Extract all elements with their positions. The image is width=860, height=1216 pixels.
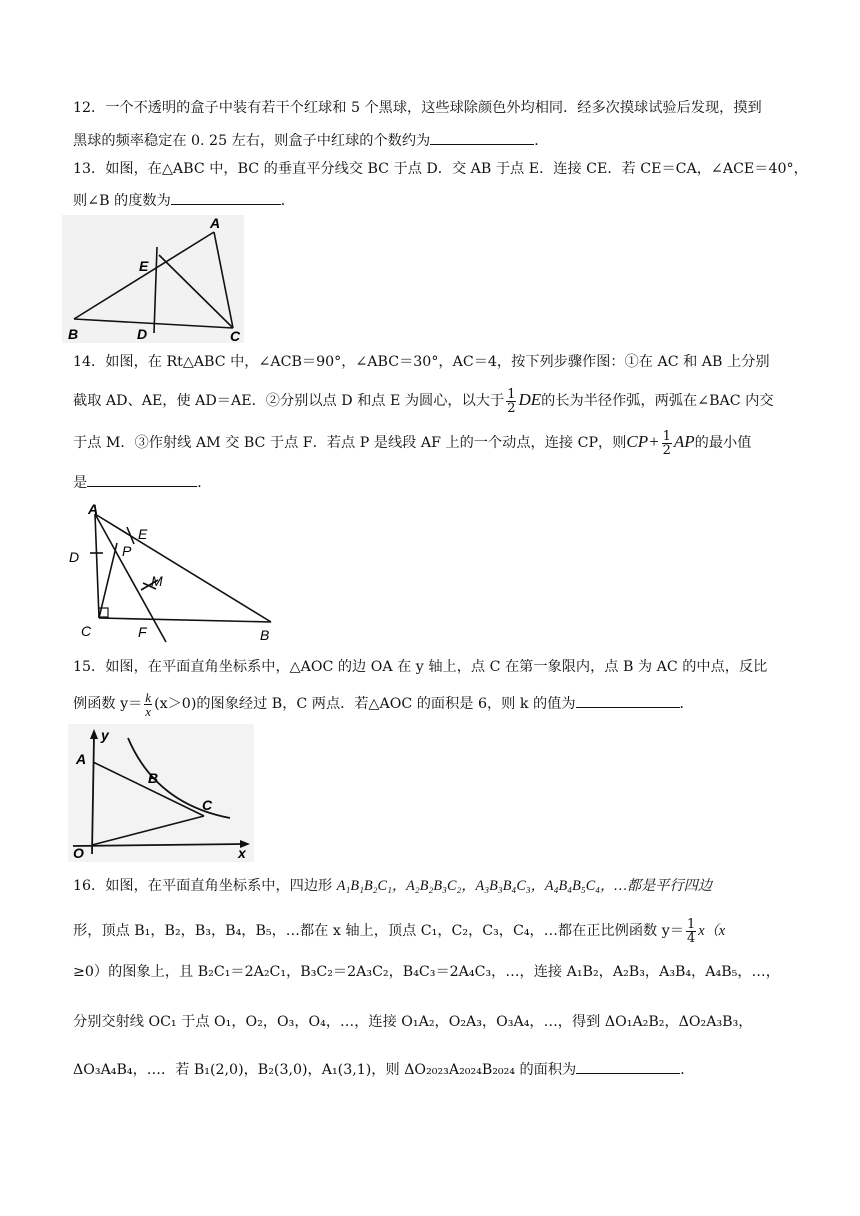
- q14-arc-mark-e: [127, 527, 134, 544]
- q14-line2c: 的长为半径作弧，两弧在∠BAC 内交: [541, 393, 774, 409]
- q16-line3: ≥0）的图象上，且 B₂C₁＝2A₂C₁，B₃C₂＝2A₃C₂，B₄C₃＝2A₄C₃，…，连接 A₁B₂，A₂B₃，A₃B₄，A₄B₅，…，: [73, 964, 780, 980]
- q14-label-a: A: [88, 501, 99, 517]
- q15-k-over-x: [144, 691, 152, 718]
- q16-line2b: x（x: [698, 923, 726, 939]
- q16-one-quarter: [686, 918, 696, 945]
- q14-label-e: E: [138, 526, 148, 542]
- q14-label-f: F: [138, 624, 147, 640]
- q16-end: ．: [680, 1062, 695, 1078]
- q13-label-b: B: [68, 326, 79, 342]
- q13-label-d: D: [137, 326, 148, 342]
- q15-end: ．: [679, 696, 694, 712]
- q12-line1: 12．一个不透明的盒子中装有若干个红球和 5 个黑球，这些球除颜色外均相同．经多次摸球试验后发现，摸到: [73, 100, 762, 116]
- q12-line2-text: 黑球的频率稳定在 0. 25 左右，则盒子中红球的个数约为: [73, 133, 431, 149]
- q16-line5a: ΔO₃A₄B₄，…．若 B₁(2,0)，B₂(3,0)，A₁(3,1)，则 ΔO₂₀₂₃A₂₀₂₄B₂₀₂₄ 的面积为: [73, 1062, 577, 1078]
- q14-line4: [73, 471, 211, 493]
- q14-figure: [64, 500, 282, 644]
- q15-label-o: O: [73, 845, 84, 861]
- q16-line1a: 16．如图，在平面直角坐标系中，四边形: [73, 878, 337, 894]
- q13-line2: [73, 189, 295, 211]
- q14-de: DE: [518, 390, 542, 409]
- q15-line2c: 的图象经过 B，C 两点．若△AOC 的面积是 6，则 k 的值为: [196, 696, 576, 712]
- q15-label-x: x: [238, 845, 246, 861]
- q16-line4: 分别交射线 OC₁ 于点 O₁，O₂，O₃，O₄，…，连接 O₁A₂，O₂A₃，O₃A₄，…，得到 ΔO₁A₂B₂，ΔO₂A₃B₃，: [73, 1014, 753, 1030]
- q14-segment-cb: [99, 618, 271, 622]
- q14-segment-cp: [99, 543, 117, 618]
- q15-figure: [68, 724, 254, 862]
- q13-figure: [62, 215, 244, 343]
- q15-label-a: A: [76, 751, 87, 767]
- q15-figure-bg: [68, 724, 254, 862]
- q15-label-b: B: [148, 770, 159, 786]
- q14-label-b: B: [260, 627, 270, 643]
- q14-segment-ac: [95, 514, 99, 618]
- q14-line4-text: 是: [73, 475, 88, 491]
- q14-half-fraction-2: [662, 430, 672, 457]
- q14-cp: CP+: [626, 432, 660, 451]
- q16-line2: [73, 914, 725, 948]
- q16-line1: [73, 876, 712, 896]
- q13-answer-blank[interactable]: [171, 189, 281, 205]
- q12-end: ．: [534, 133, 549, 149]
- q14-line3: [73, 425, 751, 460]
- q14-label-c: C: [81, 623, 92, 639]
- q16-frac-den: 4: [686, 930, 696, 946]
- q14-end: ．: [197, 475, 212, 491]
- q16-line5: [73, 1058, 694, 1080]
- q14-segment-ab: [95, 514, 271, 622]
- q14-ap: AP: [673, 432, 695, 451]
- q15-frac-num: k: [145, 689, 152, 705]
- q15-label-y: y: [101, 727, 109, 743]
- q16-frac-num: 1: [686, 916, 696, 932]
- q16-line2a: 形，顶点 B₁，B₂，B₃，B₄，B₅，…都在 x 轴上，顶点 C₁，C₂，C₃，C₄，…都在正比例函数 y＝: [73, 923, 684, 939]
- q14-line2: [73, 383, 774, 418]
- q14-line3d: 的最小值: [694, 435, 752, 451]
- q14-line3a: 于点 M．③作射线 AM 交 BC 于点 F．若点 P 是线段 AF 上的一个动点，连接 CP，则: [73, 435, 627, 451]
- q14-line1: 14．如图，在 Rt△ABC 中，∠ACB＝90°，∠ABC＝30°，AC＝4，按下列步骤作图：①在 AC 和 AB 上分别: [73, 354, 770, 370]
- q16-answer-blank[interactable]: [576, 1058, 680, 1074]
- q16-line1b: A₁B₁B₂C₁，A₂B₂B₃C₂，A₃B₃B₄C₃，A₄B₄B₅C₄，…都是平行四边: [336, 878, 713, 894]
- q14-frac2-den: 2: [662, 442, 671, 458]
- q15-line1: 15．如图，在平面直角坐标系中，△AOC 的边 OA 在 y 轴上，点 C 在第一象限内，点 B 为 AC 的中点，反比: [73, 659, 768, 675]
- q15-line2: [73, 687, 694, 721]
- q15-label-c: C: [202, 797, 213, 813]
- q14-label-p: P: [122, 543, 132, 559]
- q13-line2-text: 则∠B 的度数为: [73, 193, 171, 209]
- q14-frac-den: 2: [507, 400, 516, 416]
- q12-line2: [73, 129, 548, 151]
- q13-label-e: E: [139, 258, 149, 274]
- q14-half-fraction: [506, 388, 516, 415]
- q13-label-c: C: [230, 328, 241, 343]
- q15-line2a: 例函数 y＝: [73, 696, 143, 712]
- q14-label-d: D: [69, 549, 80, 565]
- q14-line2a: 截取 AD、AE，使 AD＝AE．②分别以点 D 和点 E 为圆心，以大于: [73, 393, 505, 409]
- q12-answer-blank[interactable]: [430, 129, 534, 145]
- q15-answer-blank[interactable]: [576, 692, 680, 708]
- q13-line1: 13．如图，在△ABC 中，BC 的垂直平分线交 BC 于点 D．交 AB 于点 E．连接 CE．若 CE＝CA，∠ACE＝40°，: [73, 161, 808, 177]
- q14-label-m: M: [151, 573, 163, 589]
- q15-frac-den: x: [145, 703, 152, 719]
- q15-condition: (x＞0): [154, 696, 197, 712]
- q14-frac-num: 1: [507, 386, 516, 402]
- q14-answer-blank[interactable]: [87, 471, 197, 487]
- q13-end: ．: [280, 193, 295, 209]
- q14-frac2-num: 1: [662, 428, 671, 444]
- q13-label-a: A: [210, 215, 221, 231]
